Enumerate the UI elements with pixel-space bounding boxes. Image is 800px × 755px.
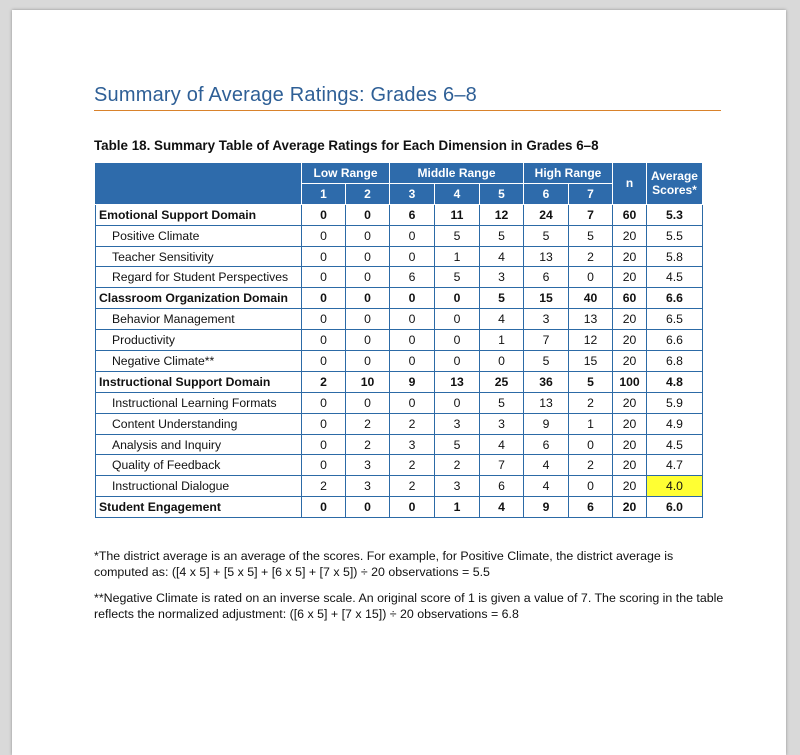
row-label: Student Engagement (96, 497, 302, 518)
score-4-count-cell: 3 (435, 476, 480, 497)
table-row (96, 434, 703, 455)
score-2-count-cell: 0 (346, 204, 390, 225)
score-5-count-cell: 1 (480, 330, 524, 351)
header-middle-range: Middle Range (390, 163, 524, 184)
header-score-7: 7 (569, 183, 613, 204)
header-score-1: 1 (302, 183, 346, 204)
table-row (96, 204, 703, 225)
section-heading: Summary of Average Ratings: Grades 6–8 (94, 84, 477, 106)
heading-rule (94, 110, 721, 111)
score-6-count-cell: 13 (524, 246, 569, 267)
score-6-count-cell: 15 (524, 288, 569, 309)
score-2-count-cell: 3 (346, 455, 390, 476)
ratings-table (95, 162, 703, 518)
score-4-count-cell: 2 (435, 455, 480, 476)
table-row (96, 267, 703, 288)
average-score-cell: 6.6 (647, 330, 703, 351)
score-2-count-cell: 0 (346, 225, 390, 246)
n-count-cell: 20 (613, 309, 647, 330)
score-2-count-cell: 0 (346, 267, 390, 288)
score-4-count-cell: 13 (435, 371, 480, 392)
header-score-4: 4 (435, 183, 480, 204)
header-score-5: 5 (480, 183, 524, 204)
score-6-count-cell: 24 (524, 204, 569, 225)
score-4-count-cell: 11 (435, 204, 480, 225)
score-5-count-cell: 0 (480, 351, 524, 372)
score-5-count-cell: 5 (480, 225, 524, 246)
score-6-count-cell: 4 (524, 455, 569, 476)
n-count-cell: 20 (613, 476, 647, 497)
score-5-count-cell: 3 (480, 267, 524, 288)
row-label: Negative Climate** (96, 351, 302, 372)
score-4-count-cell: 1 (435, 246, 480, 267)
score-3-count-cell: 6 (390, 204, 435, 225)
score-3-count-cell: 2 (390, 476, 435, 497)
row-label: Behavior Management (96, 309, 302, 330)
score-5-count-cell: 25 (480, 371, 524, 392)
row-label: Quality of Feedback (96, 455, 302, 476)
row-label: Instructional Dialogue (96, 476, 302, 497)
score-6-count-cell: 13 (524, 392, 569, 413)
average-score-cell: 5.8 (647, 246, 703, 267)
row-label: Productivity (96, 330, 302, 351)
score-1-count-cell: 0 (302, 288, 346, 309)
score-1-count-cell: 0 (302, 246, 346, 267)
score-1-count-cell: 0 (302, 392, 346, 413)
score-7-count-cell: 0 (569, 476, 613, 497)
score-5-count-cell: 7 (480, 455, 524, 476)
score-7-count-cell: 2 (569, 392, 613, 413)
score-2-count-cell: 3 (346, 476, 390, 497)
average-score-cell: 6.6 (647, 288, 703, 309)
highlighted-average-score-cell: 4.0 (647, 476, 703, 497)
score-6-count-cell: 7 (524, 330, 569, 351)
table-row (96, 351, 703, 372)
score-5-count-cell: 4 (480, 246, 524, 267)
header-n: n (613, 163, 647, 205)
score-5-count-cell: 5 (480, 392, 524, 413)
score-5-count-cell: 4 (480, 309, 524, 330)
average-score-cell: 4.8 (647, 371, 703, 392)
n-count-cell: 20 (613, 413, 647, 434)
table-row (96, 225, 703, 246)
score-2-count-cell: 0 (346, 497, 390, 518)
header-row-groups (96, 163, 703, 184)
score-1-count-cell: 0 (302, 351, 346, 372)
score-7-count-cell: 6 (569, 497, 613, 518)
score-1-count-cell: 2 (302, 476, 346, 497)
score-2-count-cell: 10 (346, 371, 390, 392)
score-1-count-cell: 0 (302, 267, 346, 288)
score-7-count-cell: 2 (569, 455, 613, 476)
row-label: Teacher Sensitivity (96, 246, 302, 267)
score-6-count-cell: 4 (524, 476, 569, 497)
score-4-count-cell: 0 (435, 309, 480, 330)
row-label: Analysis and Inquiry (96, 434, 302, 455)
header-score-6: 6 (524, 183, 569, 204)
table-row (96, 476, 703, 497)
score-7-count-cell: 5 (569, 371, 613, 392)
score-7-count-cell: 40 (569, 288, 613, 309)
score-4-count-cell: 5 (435, 267, 480, 288)
row-label: Classroom Organization Domain (96, 288, 302, 309)
score-5-count-cell: 4 (480, 434, 524, 455)
score-3-count-cell: 0 (390, 392, 435, 413)
score-3-count-cell: 0 (390, 288, 435, 309)
score-4-count-cell: 0 (435, 351, 480, 372)
score-3-count-cell: 0 (390, 497, 435, 518)
score-3-count-cell: 2 (390, 413, 435, 434)
table-row (96, 455, 703, 476)
header-average-scores (647, 163, 703, 205)
n-count-cell: 100 (613, 371, 647, 392)
score-1-count-cell: 0 (302, 204, 346, 225)
score-6-count-cell: 6 (524, 434, 569, 455)
score-2-count-cell: 0 (346, 246, 390, 267)
header-average-line2: Scores* (652, 183, 697, 198)
header-high-range: High Range (524, 163, 613, 184)
score-3-count-cell: 0 (390, 351, 435, 372)
score-6-count-cell: 9 (524, 497, 569, 518)
score-4-count-cell: 3 (435, 413, 480, 434)
score-7-count-cell: 2 (569, 246, 613, 267)
row-label: Emotional Support Domain (96, 204, 302, 225)
n-count-cell: 20 (613, 330, 647, 351)
row-label: Regard for Student Perspectives (96, 267, 302, 288)
score-2-count-cell: 0 (346, 392, 390, 413)
score-3-count-cell: 2 (390, 455, 435, 476)
n-count-cell: 60 (613, 204, 647, 225)
average-score-cell: 4.5 (647, 267, 703, 288)
average-score-cell: 6.5 (647, 309, 703, 330)
score-2-count-cell: 2 (346, 413, 390, 434)
score-2-count-cell: 0 (346, 288, 390, 309)
average-score-cell: 5.9 (647, 392, 703, 413)
score-5-count-cell: 3 (480, 413, 524, 434)
n-count-cell: 20 (613, 225, 647, 246)
score-1-count-cell: 0 (302, 413, 346, 434)
score-5-count-cell: 5 (480, 288, 524, 309)
score-7-count-cell: 0 (569, 434, 613, 455)
average-score-cell: 4.9 (647, 413, 703, 434)
score-7-count-cell: 15 (569, 351, 613, 372)
row-label: Content Understanding (96, 413, 302, 434)
row-label: Positive Climate (96, 225, 302, 246)
average-score-cell: 6.0 (647, 497, 703, 518)
table-row (96, 371, 703, 392)
score-6-count-cell: 5 (524, 225, 569, 246)
n-count-cell: 20 (613, 497, 647, 518)
table-caption: Table 18. Summary Table of Average Ratings for Each Dimension in Grades 6–8 (94, 138, 599, 153)
score-3-count-cell: 0 (390, 246, 435, 267)
table-row (96, 392, 703, 413)
header-score-3: 3 (390, 183, 435, 204)
score-7-count-cell: 5 (569, 225, 613, 246)
score-3-count-cell: 9 (390, 371, 435, 392)
score-7-count-cell: 1 (569, 413, 613, 434)
score-4-count-cell: 5 (435, 434, 480, 455)
score-2-count-cell: 0 (346, 330, 390, 351)
average-score-cell: 6.8 (647, 351, 703, 372)
score-3-count-cell: 0 (390, 330, 435, 351)
score-5-count-cell: 4 (480, 497, 524, 518)
score-3-count-cell: 0 (390, 309, 435, 330)
score-1-count-cell: 0 (302, 225, 346, 246)
header-blank-cell (96, 163, 302, 205)
table-row (96, 246, 703, 267)
average-score-cell: 4.5 (647, 434, 703, 455)
header-score-2: 2 (346, 183, 390, 204)
score-1-count-cell: 0 (302, 330, 346, 351)
document-page (12, 10, 786, 755)
table-row (96, 288, 703, 309)
n-count-cell: 20 (613, 434, 647, 455)
n-count-cell: 20 (613, 267, 647, 288)
score-4-count-cell: 0 (435, 392, 480, 413)
score-2-count-cell: 0 (346, 351, 390, 372)
n-count-cell: 20 (613, 246, 647, 267)
score-3-count-cell: 3 (390, 434, 435, 455)
score-1-count-cell: 0 (302, 455, 346, 476)
score-5-count-cell: 6 (480, 476, 524, 497)
score-3-count-cell: 0 (390, 225, 435, 246)
table-row (96, 309, 703, 330)
score-7-count-cell: 13 (569, 309, 613, 330)
table-row (96, 330, 703, 351)
table-row (96, 413, 703, 434)
score-7-count-cell: 0 (569, 267, 613, 288)
n-count-cell: 60 (613, 288, 647, 309)
score-4-count-cell: 0 (435, 330, 480, 351)
header-average-line1: Average (651, 169, 698, 184)
row-label: Instructional Learning Formats (96, 392, 302, 413)
score-7-count-cell: 12 (569, 330, 613, 351)
footnote-negative-climate: **Negative Climate is rated on an inverse scale. An original score of 1 is given a value of 7. The scoring in the table reflects the normalized adjustment: ([6 x 5] + [7 x 15]) ÷ 20 observations = 6.8 (94, 591, 724, 621)
score-4-count-cell: 0 (435, 288, 480, 309)
n-count-cell: 20 (613, 392, 647, 413)
score-1-count-cell: 2 (302, 371, 346, 392)
footnote-district-average: *The district average is an average of the scores. For example, for Positive Climate, the district average is computed as: ([4 x 5] + [5 x 5] + [6 x 5] + [7 x 5]) ÷ 20 observations = 5.5 (94, 549, 674, 579)
score-5-count-cell: 12 (480, 204, 524, 225)
score-6-count-cell: 5 (524, 351, 569, 372)
score-4-count-cell: 1 (435, 497, 480, 518)
n-count-cell: 20 (613, 351, 647, 372)
score-1-count-cell: 0 (302, 497, 346, 518)
score-2-count-cell: 0 (346, 309, 390, 330)
score-6-count-cell: 3 (524, 309, 569, 330)
score-3-count-cell: 6 (390, 267, 435, 288)
average-score-cell: 5.3 (647, 204, 703, 225)
table-body (96, 204, 703, 517)
score-1-count-cell: 0 (302, 309, 346, 330)
score-6-count-cell: 9 (524, 413, 569, 434)
score-4-count-cell: 5 (435, 225, 480, 246)
score-6-count-cell: 36 (524, 371, 569, 392)
average-score-cell: 5.5 (647, 225, 703, 246)
header-low-range: Low Range (302, 163, 390, 184)
score-6-count-cell: 6 (524, 267, 569, 288)
score-7-count-cell: 7 (569, 204, 613, 225)
table-row (96, 497, 703, 518)
row-label: Instructional Support Domain (96, 371, 302, 392)
score-2-count-cell: 2 (346, 434, 390, 455)
score-1-count-cell: 0 (302, 434, 346, 455)
n-count-cell: 20 (613, 455, 647, 476)
average-score-cell: 4.7 (647, 455, 703, 476)
